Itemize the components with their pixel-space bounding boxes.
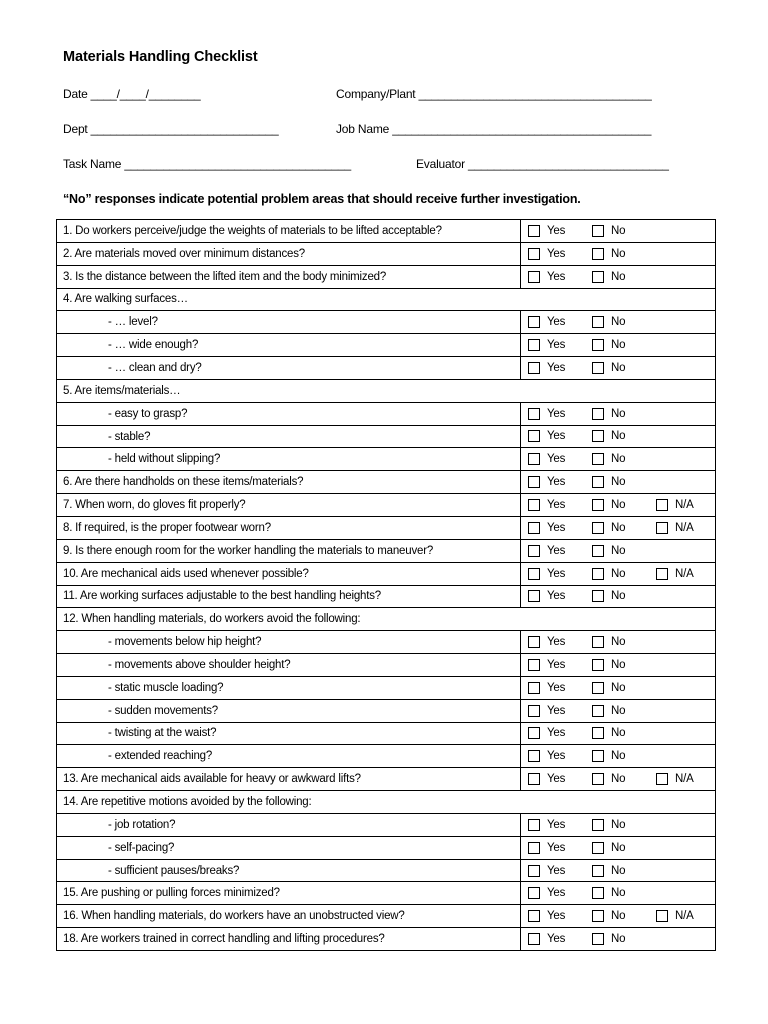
table-row: [57, 585, 716, 608]
no-label: No: [611, 453, 626, 466]
yes-option[interactable]: [528, 750, 592, 762]
no-label: No: [611, 567, 626, 580]
answer-cell: [521, 654, 716, 677]
no-label: No: [611, 681, 626, 694]
na-label: N/A: [675, 521, 694, 534]
no-label: No: [611, 590, 626, 603]
yes-option[interactable]: [528, 271, 592, 283]
no-option[interactable]: [592, 316, 656, 328]
no-label: No: [611, 316, 626, 329]
question-text: 14. Are repetitive motions avoided by the following:: [57, 791, 716, 814]
no-label: No: [611, 658, 626, 671]
no-option[interactable]: [592, 248, 656, 260]
no-option[interactable]: [592, 819, 656, 831]
section-header-row: [57, 608, 716, 631]
sub-question-text: - sufficient pauses/breaks?: [57, 859, 521, 882]
checklist-body: [57, 220, 716, 951]
no-label: No: [611, 887, 626, 900]
dept-field[interactable]: Dept _____________________________: [63, 122, 279, 136]
question-text: 18. Are workers trained in correct handling and lifting procedures?: [57, 928, 521, 951]
answer-cell: [521, 631, 716, 654]
answer-cell: [521, 882, 716, 905]
no-checkbox[interactable]: [592, 705, 604, 717]
na-checkbox[interactable]: [656, 773, 668, 785]
no-checkbox[interactable]: [592, 910, 604, 922]
answer-cell: [521, 699, 716, 722]
answer-cell: [521, 745, 716, 768]
yes-option[interactable]: [528, 568, 592, 580]
no-checkbox[interactable]: [592, 568, 604, 580]
answer-cell: [521, 265, 716, 288]
answer-cell: [521, 813, 716, 836]
yes-option[interactable]: [528, 727, 592, 739]
table-row: [57, 882, 716, 905]
question-text: 9. Is there enough room for the worker handling the materials to maneuver?: [57, 539, 521, 562]
na-label: N/A: [675, 910, 694, 923]
yes-option[interactable]: [528, 682, 592, 694]
answer-cell: [521, 425, 716, 448]
no-option[interactable]: [592, 910, 656, 922]
yes-label: Yes: [547, 476, 566, 489]
evaluator-field[interactable]: Evaluator _______________________________: [416, 157, 669, 171]
answer-cell: [521, 357, 716, 380]
yes-checkbox[interactable]: [528, 522, 540, 534]
yes-checkbox[interactable]: [528, 453, 540, 465]
yes-label: Yes: [547, 521, 566, 534]
no-label: No: [611, 841, 626, 854]
yes-label: Yes: [547, 818, 566, 831]
sub-question-text: - … level?: [57, 311, 521, 334]
na-label: N/A: [675, 499, 694, 512]
yes-checkbox[interactable]: [528, 339, 540, 351]
answer-cell: [521, 448, 716, 471]
sub-question-text: - self-pacing?: [57, 836, 521, 859]
no-label: No: [611, 407, 626, 420]
table-row: [57, 836, 716, 859]
no-checkbox[interactable]: [592, 636, 604, 648]
table-row: [57, 768, 716, 791]
na-option[interactable]: [656, 568, 694, 580]
question-text: 16. When handling materials, do workers have an unobstructed view?: [57, 905, 521, 928]
sub-question-text: - stable?: [57, 425, 521, 448]
na-label: N/A: [675, 567, 694, 580]
yes-checkbox[interactable]: [528, 887, 540, 899]
no-label: No: [611, 476, 626, 489]
job-name-field[interactable]: Job Name ________________________________________: [336, 122, 652, 136]
no-option[interactable]: [592, 362, 656, 374]
na-option[interactable]: [656, 499, 694, 511]
yes-option[interactable]: [528, 842, 592, 854]
company-plant-field[interactable]: Company/Plant ____________________________________: [336, 87, 652, 101]
answer-cell: [521, 334, 716, 357]
no-option[interactable]: [592, 865, 656, 877]
no-option[interactable]: [592, 522, 656, 534]
no-label: No: [611, 818, 626, 831]
yes-checkbox[interactable]: [528, 636, 540, 648]
no-checkbox[interactable]: [592, 590, 604, 602]
yes-label: Yes: [547, 636, 566, 649]
yes-checkbox[interactable]: [528, 933, 540, 945]
yes-checkbox[interactable]: [528, 430, 540, 442]
yes-label: Yes: [547, 247, 566, 260]
yes-label: Yes: [547, 681, 566, 694]
yes-option[interactable]: [528, 887, 592, 899]
table-row: [57, 494, 716, 517]
no-label: No: [611, 933, 626, 946]
na-option[interactable]: [656, 773, 694, 785]
table-row: [57, 448, 716, 471]
yes-checkbox[interactable]: [528, 362, 540, 374]
answer-cell: [521, 220, 716, 243]
yes-checkbox[interactable]: [528, 499, 540, 511]
table-row: [57, 859, 716, 882]
table-row: [57, 654, 716, 677]
sub-question-text: - easy to grasp?: [57, 402, 521, 425]
no-label: No: [611, 636, 626, 649]
no-checkbox[interactable]: [592, 476, 604, 488]
no-option[interactable]: [592, 568, 656, 580]
no-label: No: [611, 727, 626, 740]
question-text: 12. When handling materials, do workers avoid the following:: [57, 608, 716, 631]
answer-cell: [521, 494, 716, 517]
answer-cell: [521, 242, 716, 265]
question-text: 7. When worn, do gloves fit properly?: [57, 494, 521, 517]
no-checkbox[interactable]: [592, 430, 604, 442]
section-header-row: [57, 379, 716, 402]
no-option[interactable]: [592, 773, 656, 785]
answer-cell: [521, 516, 716, 539]
table-row: [57, 242, 716, 265]
no-checkbox[interactable]: [592, 933, 604, 945]
yes-option[interactable]: [528, 522, 592, 534]
no-checkbox[interactable]: [592, 339, 604, 351]
yes-label: Yes: [547, 750, 566, 763]
yes-option[interactable]: [528, 339, 592, 351]
yes-option[interactable]: [528, 659, 592, 671]
table-row: [57, 402, 716, 425]
no-checkbox[interactable]: [592, 271, 604, 283]
yes-label: Yes: [547, 773, 566, 786]
section-header-row: [57, 288, 716, 311]
sub-question-text: - held without slipping?: [57, 448, 521, 471]
no-label: No: [611, 270, 626, 283]
yes-checkbox[interactable]: [528, 750, 540, 762]
yes-checkbox[interactable]: [528, 705, 540, 717]
yes-checkbox[interactable]: [528, 842, 540, 854]
answer-cell: [521, 836, 716, 859]
table-row: [57, 631, 716, 654]
no-checkbox[interactable]: [592, 225, 604, 237]
no-label: No: [611, 499, 626, 512]
na-checkbox[interactable]: [656, 522, 668, 534]
no-label: No: [611, 339, 626, 352]
no-option[interactable]: [592, 705, 656, 717]
no-option[interactable]: [592, 750, 656, 762]
yes-option[interactable]: [528, 248, 592, 260]
question-text: 1. Do workers perceive/judge the weights of materials to be lifted acceptable?: [57, 220, 521, 243]
yes-checkbox[interactable]: [528, 773, 540, 785]
yes-label: Yes: [547, 339, 566, 352]
yes-checkbox[interactable]: [528, 316, 540, 328]
question-text: 6. Are there handholds on these items/materials?: [57, 471, 521, 494]
yes-label: Yes: [547, 864, 566, 877]
yes-option[interactable]: [528, 453, 592, 465]
no-label: No: [611, 521, 626, 534]
no-checkbox[interactable]: [592, 499, 604, 511]
no-option[interactable]: [592, 408, 656, 420]
no-checkbox[interactable]: [592, 750, 604, 762]
date-field[interactable]: Date ____/____/________: [63, 87, 201, 101]
no-option[interactable]: [592, 727, 656, 739]
yes-label: Yes: [547, 224, 566, 237]
yes-option[interactable]: [528, 408, 592, 420]
yes-label: Yes: [547, 270, 566, 283]
yes-label: Yes: [547, 316, 566, 329]
no-option[interactable]: [592, 887, 656, 899]
table-row: [57, 813, 716, 836]
table-row: [57, 699, 716, 722]
sub-question-text: - movements below hip height?: [57, 631, 521, 654]
sub-question-text: - twisting at the waist?: [57, 722, 521, 745]
no-checkbox[interactable]: [592, 522, 604, 534]
question-text: 3. Is the distance between the lifted item and the body minimized?: [57, 265, 521, 288]
no-option[interactable]: [592, 499, 656, 511]
sub-question-text: - movements above shoulder height?: [57, 654, 521, 677]
na-checkbox[interactable]: [656, 568, 668, 580]
sub-question-text: - extended reaching?: [57, 745, 521, 768]
no-checkbox[interactable]: [592, 819, 604, 831]
table-row: [57, 357, 716, 380]
yes-label: Yes: [547, 499, 566, 512]
no-label: No: [611, 224, 626, 237]
yes-label: Yes: [547, 544, 566, 557]
yes-option[interactable]: [528, 705, 592, 717]
no-option[interactable]: [592, 636, 656, 648]
no-option[interactable]: [592, 271, 656, 283]
yes-checkbox[interactable]: [528, 408, 540, 420]
checklist-table: [56, 219, 716, 951]
yes-option[interactable]: [528, 316, 592, 328]
no-checkbox[interactable]: [592, 842, 604, 854]
table-row: [57, 334, 716, 357]
no-option[interactable]: [592, 659, 656, 671]
question-text: 8. If required, is the proper footwear worn?: [57, 516, 521, 539]
yes-label: Yes: [547, 841, 566, 854]
yes-checkbox[interactable]: [528, 248, 540, 260]
yes-option[interactable]: [528, 225, 592, 237]
yes-label: Yes: [547, 407, 566, 420]
yes-checkbox[interactable]: [528, 865, 540, 877]
yes-checkbox[interactable]: [528, 271, 540, 283]
no-label: No: [611, 773, 626, 786]
table-row: [57, 265, 716, 288]
yes-option[interactable]: [528, 590, 592, 602]
yes-label: Yes: [547, 567, 566, 580]
table-row: [57, 539, 716, 562]
yes-label: Yes: [547, 361, 566, 374]
no-label: No: [611, 430, 626, 443]
yes-checkbox[interactable]: [528, 590, 540, 602]
yes-option[interactable]: [528, 933, 592, 945]
yes-checkbox[interactable]: [528, 819, 540, 831]
answer-cell: [521, 905, 716, 928]
yes-label: Yes: [547, 933, 566, 946]
no-option[interactable]: [592, 590, 656, 602]
no-option[interactable]: [592, 545, 656, 557]
table-row: [57, 928, 716, 951]
no-label: No: [611, 544, 626, 557]
no-label: No: [611, 704, 626, 717]
answer-cell: [521, 859, 716, 882]
no-checkbox[interactable]: [592, 408, 604, 420]
no-option[interactable]: [592, 453, 656, 465]
no-label: No: [611, 361, 626, 374]
answer-cell: [521, 676, 716, 699]
table-row: [57, 562, 716, 585]
yes-option[interactable]: [528, 499, 592, 511]
table-row: [57, 676, 716, 699]
yes-checkbox[interactable]: [528, 659, 540, 671]
yes-label: Yes: [547, 658, 566, 671]
sub-question-text: - job rotation?: [57, 813, 521, 836]
answer-cell: [521, 402, 716, 425]
no-option[interactable]: [592, 682, 656, 694]
yes-label: Yes: [547, 590, 566, 603]
yes-checkbox[interactable]: [528, 568, 540, 580]
table-row: [57, 722, 716, 745]
no-label: No: [611, 864, 626, 877]
answer-cell: [521, 722, 716, 745]
yes-option[interactable]: [528, 773, 592, 785]
answer-cell: [521, 928, 716, 951]
no-label: No: [611, 910, 626, 923]
question-text: 2. Are materials moved over minimum distances?: [57, 242, 521, 265]
answer-cell: [521, 471, 716, 494]
yes-option[interactable]: [528, 865, 592, 877]
na-option[interactable]: [656, 910, 694, 922]
no-option[interactable]: [592, 339, 656, 351]
table-row: [57, 311, 716, 334]
yes-option[interactable]: [528, 819, 592, 831]
yes-checkbox[interactable]: [528, 910, 540, 922]
task-name-field[interactable]: Task Name ___________________________________: [63, 157, 351, 171]
question-text: 11. Are working surfaces adjustable to the best handling heights?: [57, 585, 521, 608]
yes-checkbox[interactable]: [528, 545, 540, 557]
yes-option[interactable]: [528, 362, 592, 374]
no-option[interactable]: [592, 842, 656, 854]
sub-question-text: - … clean and dry?: [57, 357, 521, 380]
no-checkbox[interactable]: [592, 248, 604, 260]
question-text: 10. Are mechanical aids used whenever possible?: [57, 562, 521, 585]
yes-label: Yes: [547, 430, 566, 443]
yes-label: Yes: [547, 910, 566, 923]
no-checkbox[interactable]: [592, 865, 604, 877]
table-row: [57, 905, 716, 928]
yes-option[interactable]: [528, 545, 592, 557]
no-checkbox[interactable]: [592, 545, 604, 557]
yes-checkbox[interactable]: [528, 727, 540, 739]
instruction-note: “No” responses indicate potential problem areas that should receive further investigation.: [63, 192, 581, 206]
yes-checkbox[interactable]: [528, 476, 540, 488]
table-row: [57, 220, 716, 243]
answer-cell: [521, 585, 716, 608]
no-option[interactable]: [592, 476, 656, 488]
yes-checkbox[interactable]: [528, 225, 540, 237]
na-label: N/A: [675, 773, 694, 786]
na-option[interactable]: [656, 522, 694, 534]
no-checkbox[interactable]: [592, 362, 604, 374]
yes-label: Yes: [547, 453, 566, 466]
no-checkbox[interactable]: [592, 887, 604, 899]
no-checkbox[interactable]: [592, 773, 604, 785]
table-row: [57, 425, 716, 448]
sub-question-text: - … wide enough?: [57, 334, 521, 357]
page-title: Materials Handling Checklist: [63, 49, 258, 65]
no-checkbox[interactable]: [592, 316, 604, 328]
na-checkbox[interactable]: [656, 499, 668, 511]
yes-label: Yes: [547, 887, 566, 900]
no-label: No: [611, 247, 626, 260]
yes-option[interactable]: [528, 476, 592, 488]
no-label: No: [611, 750, 626, 763]
answer-cell: [521, 311, 716, 334]
yes-label: Yes: [547, 727, 566, 740]
section-header-row: [57, 791, 716, 814]
no-checkbox[interactable]: [592, 727, 604, 739]
question-text: 13. Are mechanical aids available for heavy or awkward lifts?: [57, 768, 521, 791]
yes-option[interactable]: [528, 636, 592, 648]
no-option[interactable]: [592, 430, 656, 442]
yes-checkbox[interactable]: [528, 682, 540, 694]
sub-question-text: - sudden movements?: [57, 699, 521, 722]
table-row: [57, 745, 716, 768]
table-row: [57, 516, 716, 539]
answer-cell: [521, 562, 716, 585]
answer-cell: [521, 768, 716, 791]
yes-option[interactable]: [528, 430, 592, 442]
yes-option[interactable]: [528, 910, 592, 922]
no-checkbox[interactable]: [592, 682, 604, 694]
sub-question-text: - static muscle loading?: [57, 676, 521, 699]
no-checkbox[interactable]: [592, 453, 604, 465]
no-option[interactable]: [592, 225, 656, 237]
question-text: 5. Are items/materials…: [57, 379, 716, 402]
no-checkbox[interactable]: [592, 659, 604, 671]
question-text: 15. Are pushing or pulling forces minimized?: [57, 882, 521, 905]
no-option[interactable]: [592, 933, 656, 945]
yes-label: Yes: [547, 704, 566, 717]
question-text: 4. Are walking surfaces…: [57, 288, 716, 311]
table-row: [57, 471, 716, 494]
answer-cell: [521, 539, 716, 562]
na-checkbox[interactable]: [656, 910, 668, 922]
